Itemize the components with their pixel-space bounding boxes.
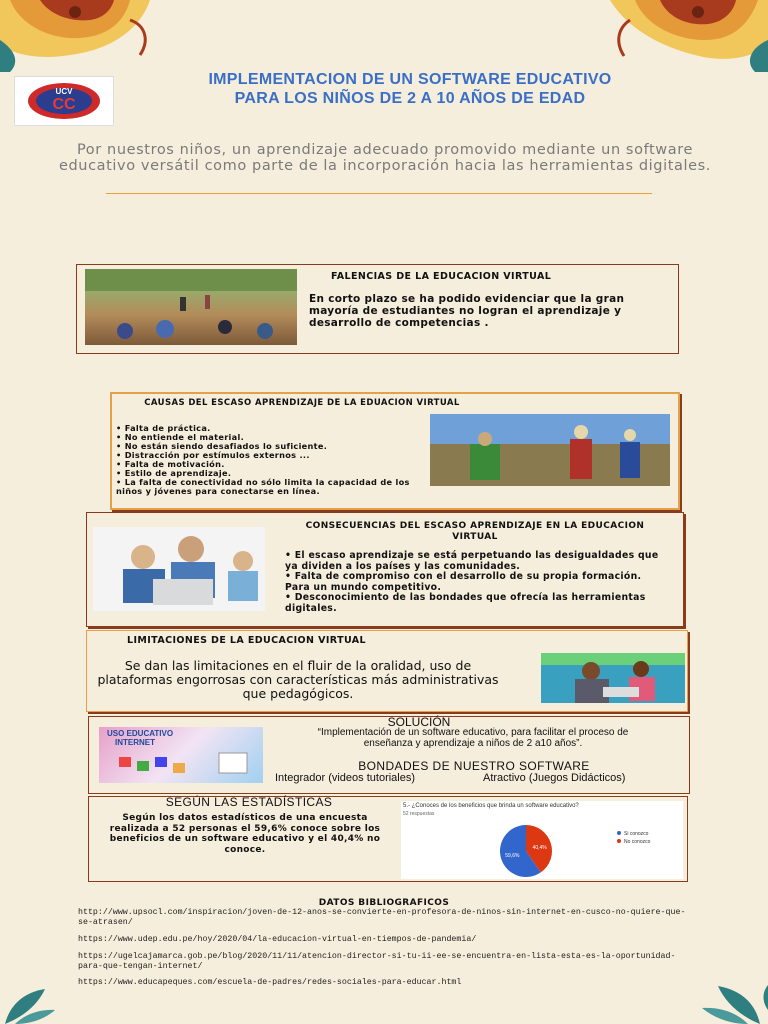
logo-text: UCV — [55, 87, 73, 96]
solucion-heading: SOLUCIÓN — [387, 715, 451, 729]
estadisticas-card — [88, 796, 688, 882]
decorative-flower-top-left — [0, 0, 160, 72]
consecuencias-list — [285, 551, 665, 614]
falencias-card — [76, 264, 679, 354]
list-item: • No entiende el material. — [116, 433, 416, 442]
intro-text: Por nuestros niños, un aprendizaje adecuado promovido mediante un software educativo versátil como parte de la incorporación hacia las herramientas digitales. — [58, 142, 712, 174]
consecuencias-heading: CONSECUENCIAS DEL ESCASO APRENDIZAJE EN LA EDUCACION VIRTUAL — [305, 521, 645, 542]
image-label-1: USO EDUCATIVO — [107, 729, 174, 738]
bibliografia-heading: DATOS BIBLIOGRAFICOS — [318, 898, 450, 908]
title-line-1: IMPLEMENTACION DE UN SOFTWARE EDUCATIVO — [208, 71, 612, 88]
legend-marker — [617, 831, 621, 835]
pie-data-label: 59,6% — [505, 853, 520, 860]
bibliography-link-2[interactable]: https://www.udep.edu.pe/hoy/2020/04/la-educacion-virtual-en-tiempos-de-pandemia/ — [78, 935, 477, 944]
legend-label: Si conozco — [624, 831, 649, 837]
list-item: • Falta de motivación. — [116, 460, 416, 469]
decorative-flower-top-right — [600, 0, 768, 72]
rural-students-photo — [85, 269, 297, 345]
list-item: • Distracción por estímulos externos ... — [116, 451, 416, 460]
page-title — [110, 70, 710, 108]
estadisticas-heading: SEGÚN LAS ESTADÍSTICAS — [165, 795, 333, 809]
pie-chart — [401, 801, 683, 879]
bibliography-link-4[interactable]: https://www.educapeques.com/escuela-de-padres/redes-sociales-para-educar.html — [78, 978, 462, 987]
chart-title: 5.- ¿Conoces de los beneficios que brinda un software educativo? — [403, 803, 579, 809]
children-tablet-photo — [541, 653, 685, 703]
chart-subtitle: 52 respuestas — [403, 811, 435, 817]
bondades-heading: BONDADES DE NUESTRO SOFTWARE — [358, 759, 590, 773]
limitaciones-card — [86, 630, 688, 712]
list-item: • Desconocimiento de las bondades que ofrecía las herramientas digitales. — [285, 593, 665, 614]
survey-chart — [401, 801, 683, 879]
bibliography-link-3[interactable]: https://ugelcajamarca.gob.pe/blog/2020/11/11/atencion-director-si-tu-ii-ee-se-encuentra-en-lista-esta-es-la-oportunidad-para-que-tengan-internet/ — [78, 952, 676, 971]
legend-label: No conozco — [624, 839, 651, 845]
consecuencias-card — [86, 512, 684, 627]
limitaciones-text: Se dan las limitaciones en el fluir de la oralidad, uso de plataformas engorrosas con características más administrativas que pedagógicos. — [97, 658, 499, 701]
andean-children-photo — [430, 414, 670, 486]
image-label-2: INTERNET — [115, 738, 155, 747]
causas-card — [110, 392, 680, 510]
pie-data-label: 40,4% — [532, 844, 547, 851]
solucion-card — [88, 716, 690, 794]
causas-heading: CAUSAS DEL ESCASO APRENDIZAJE DE LA EDUACION VIRTUAL — [144, 398, 460, 408]
bondad-integrador: Integrador (videos tutoriales) — [275, 772, 416, 784]
list-item: • La falta de conectividad no sólo limita la capacidad de los niños y jóvenes para conectarse en línea. — [116, 478, 416, 496]
list-item: • No están siendo desafiados lo suficiente. — [116, 442, 416, 451]
limitaciones-heading: LIMITACIONES DE LA EDUCACION VIRTUAL — [127, 635, 366, 646]
list-item: • Falta de práctica. — [116, 424, 416, 433]
list-item: • Estilo de aprendizaje. — [116, 469, 416, 478]
uso-educativo-internet-image — [99, 727, 263, 783]
family-laptop-photo — [93, 527, 265, 611]
list-item: • El escaso aprendizaje se está perpetuando las desigualdades que ya dividen a los países y las comunidades. — [285, 551, 665, 572]
decorative-leaves-bottom-right — [690, 980, 768, 1024]
solucion-quote: “Implementación de un software educativo, para facilitar el proceso de enseñanza y aprendizaje a niños de 2 a10 años”. — [317, 727, 629, 749]
bibliography-link-1[interactable]: http://www.upsocl.com/inspiracion/joven-de-12-anos-se-convierte-en-profesora-de-ninos-sin-internet-en-cusco-no-quiere-que-se-atrasen/ — [78, 908, 686, 927]
estadisticas-text: Según los datos estadísticos de una encuesta realizada a 52 personas el 59,6% conoce sobre los beneficios de un software educativo y el 40,4% no conoce. — [109, 813, 381, 855]
legend-marker — [617, 839, 621, 843]
divider — [106, 193, 652, 194]
title-line-2: PARA LOS NIÑOS DE 2 A 10 AÑOS DE EDAD — [234, 90, 586, 107]
falencias-heading: FALENCIAS DE LA EDUCACION VIRTUAL — [331, 271, 552, 282]
svg-text:CC: CC — [52, 96, 76, 113]
decorative-leaves-bottom-left — [0, 984, 60, 1024]
causas-list — [116, 424, 416, 496]
bondad-atractivo: Atractivo (Juegos Didácticos) — [483, 772, 626, 784]
university-logo — [14, 76, 114, 126]
list-item: • Falta de compromiso con el desarrollo de su propia formación. Para un mundo competitivo. — [285, 572, 665, 593]
falencias-text: En corto plazo se ha podido evidenciar que la gran mayoría de estudiantes no logran el aprendizaje y desarrollo de competencias . — [309, 293, 625, 329]
